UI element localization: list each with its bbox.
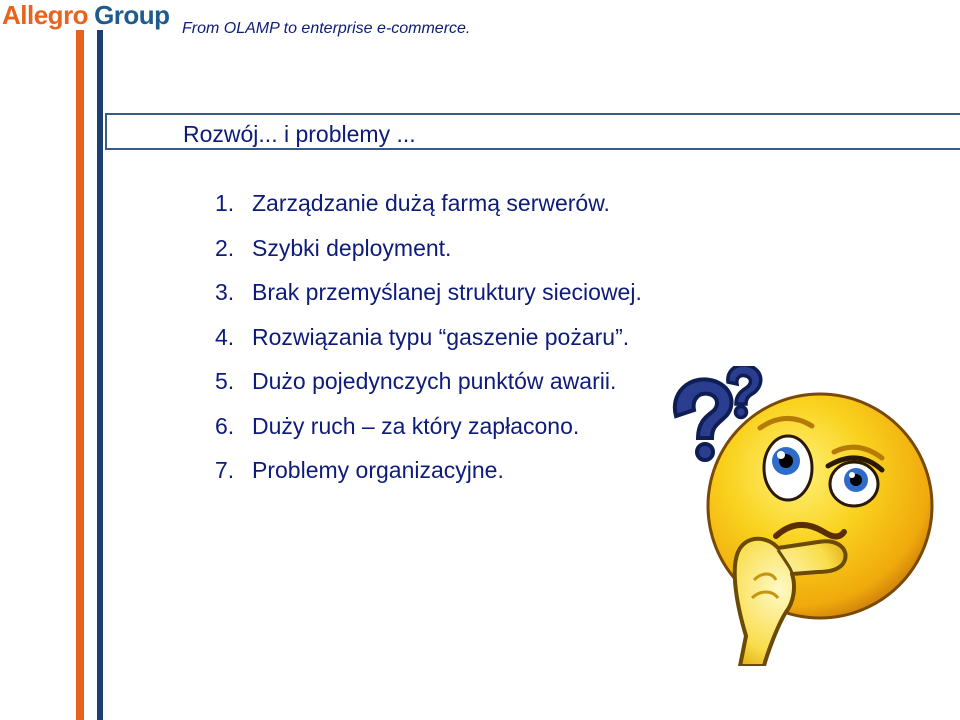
left-eye bbox=[764, 436, 812, 500]
allegro-group-logo bbox=[2, 0, 170, 32]
list-item-number: 7. bbox=[215, 457, 235, 483]
blue-vertical-stripe bbox=[97, 30, 103, 720]
list-item-text: Duży ruch – za który zapłacono. bbox=[252, 412, 580, 439]
list-item-number: 5. bbox=[215, 368, 235, 394]
list-item-number: 6. bbox=[215, 412, 235, 439]
problem-list bbox=[215, 190, 642, 502]
list-item-text: Szybki deployment. bbox=[252, 234, 452, 261]
list-item-text: Problemy organizacyjne. bbox=[252, 457, 504, 483]
list-item-number: 2. bbox=[215, 234, 235, 261]
list-item-number: 3. bbox=[215, 279, 235, 305]
list-item-number: 1. bbox=[215, 190, 235, 216]
list-item-number: 4. bbox=[215, 323, 235, 350]
thinking-face-icon bbox=[668, 366, 960, 666]
title-box bbox=[105, 113, 960, 150]
list-item bbox=[215, 413, 642, 458]
list-item-text: Dużo pojedynczych punktów awarii. bbox=[252, 368, 617, 394]
list-item-text: Zarządzanie dużą farmą serwerów. bbox=[252, 190, 610, 216]
header-subtitle: From OLAMP to enterprise e-commerce. bbox=[182, 20, 471, 37]
slide-title: Rozwój... i problemy ... bbox=[183, 121, 416, 147]
list-item bbox=[215, 324, 642, 369]
list-item-text: Brak przemyślanej struktury sieciowej. bbox=[252, 279, 642, 305]
list-item bbox=[215, 235, 642, 280]
list-item bbox=[215, 368, 642, 413]
question-mark-small bbox=[728, 366, 761, 418]
list-item bbox=[215, 457, 642, 502]
list-item-text: Rozwiązania typu “gaszenie pożaru”. bbox=[252, 323, 630, 350]
logo-word-allegro: Allegro bbox=[2, 0, 89, 30]
logo-word-group: Group bbox=[94, 0, 170, 30]
list-item bbox=[215, 190, 642, 235]
orange-vertical-stripe bbox=[76, 30, 84, 720]
list-item bbox=[215, 279, 642, 324]
